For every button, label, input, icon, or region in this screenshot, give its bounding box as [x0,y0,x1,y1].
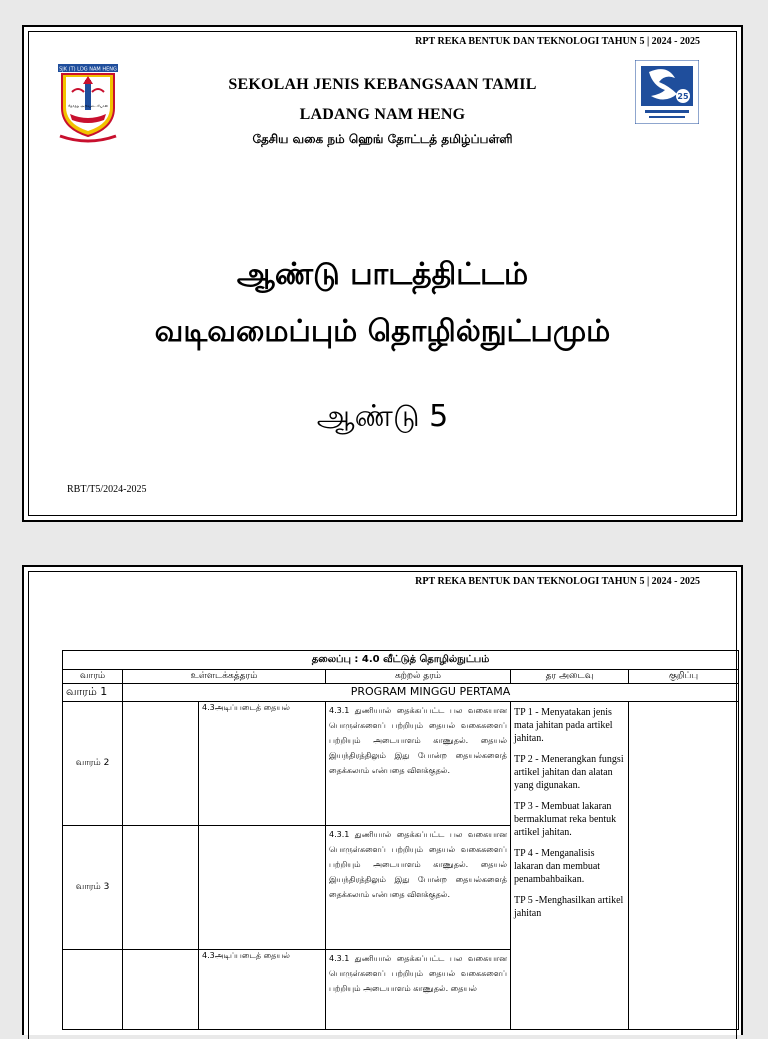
cover-page [22,25,743,522]
content-standard-cell [199,826,326,950]
topic-row [63,651,739,670]
school-name-block [29,76,736,148]
tp-5: TP 5 -Menghasilkan artikel jahitan [514,895,624,919]
school-name-tamil: தேசிய வகை நம் ஹெங் தோட்டத் தமிழ்ப்பள்ளி [252,132,513,146]
cover-inner-border [28,31,737,516]
content-standard-cell: 4.3அடிப்படைத் தையல் [199,702,326,826]
header-content-standard: உள்ளடக்கத்தரம் [123,670,326,684]
cover-title-1: ஆண்டு பாடத்திட்டம் [236,257,529,292]
yearly-plan-table [62,650,739,1030]
svg-text:25: 25 [677,92,689,101]
cover-title-2: வடிவமைப்பும் தொழில்நுட்பமும் [154,314,611,349]
week1-row [63,684,739,702]
topic-heading: தலைப்பு : 4.0 வீட்டுத் தொழில்நுட்பம் [63,651,739,670]
table-row [63,702,739,826]
header-remarks: குறிப்பு [629,670,739,684]
header-week: வாரம் [63,670,123,684]
learning-standard-cell: 4.3.1 துணியால் தைக்கப்பட்ட பல வகையான பொருள்களைப் பற்றியும் தையல் வகைகளைப் பற்றியும் அடையாளம் காணுதல். தையல் இயந்திரத்திலும் இது போன்ற தையல்களைத் தைக்கலாம் என்பதை விளக்குதல். [326,702,511,826]
school-name-line2: LADANG NAM HENG [299,106,466,123]
doc-header-p2: RPT REKA BENTUK DAN TEKNOLOGI TAHUN 5 | 2024 - 2025 [415,576,700,587]
plan-inner-border [28,571,737,1039]
content-standard-cell: 4.3அடிப்படைத் தையல் [199,950,326,1030]
crest-banner-text: SJK (T) LDG NAM HENG [59,66,117,73]
empty-cell [123,950,199,1030]
tp-4: TP 4 - Menganalisis lakaran dan membuat penambahbaikan. [514,848,601,885]
doc-header: RPT REKA BENTUK DAN TEKNOLOGI TAHUN 5 | 2024 - 2025 [415,36,700,47]
header-learning-standard: கற்றல் தரம் [326,670,511,684]
plan-page [22,565,743,1035]
performance-cell [511,702,629,1030]
week-label [63,950,123,1030]
remarks-cell [629,702,739,1030]
header-row [63,670,739,684]
week1-label: வாரம் 1 [63,684,123,702]
document-code: RBT/T5/2024-2025 [67,484,147,495]
cover-title-3: ஆண்டு 5 [316,399,449,434]
empty-cell [123,702,199,826]
tp-1: TP 1 - Menyatakan jenis mata jahitan pada artikel jahitan. [514,707,613,744]
cover-title-block [29,257,736,438]
crest-motto: தேர்ந்த அறிவுடையோன் [67,104,109,108]
week-label: வாரம் 2 [63,702,123,826]
tp-2: TP 2 - Menerangkan fungsi artikel jahitan dan alatan yang digunakan. [514,754,624,791]
week-label: வாரம் 3 [63,826,123,950]
school-name-line1: SEKOLAH JENIS KEBANGSAAN TAMIL [228,76,537,93]
learning-standard-cell: 4.3.1 துணியால் தைக்கப்பட்ட பல வகையான பொருள்களைப் பற்றியும் தையல் வகைகளைப் பற்றியும் அடையாளம் காணுதல். தையல் [326,950,511,1030]
header-performance: தர அடைவு [511,670,629,684]
week1-program: PROGRAM MINGGU PERTAMA [123,684,739,702]
tp-3: TP 3 - Membuat lakaran bermaklumat reka bentuk artikel jahitan. [514,801,617,838]
learning-standard-cell: 4.3.1 துணியால் தைக்கப்பட்ட பல வகையான பொருள்களைப் பற்றியும் தையல் வகைகளைப் பற்றியும் அடையாளம் காணுதல். தையல் இயந்திரத்திலும் இது போன்ற தையல்களைத் தைக்கலாம் என்பதை விளக்குதல். [326,826,511,950]
empty-cell [123,826,199,950]
